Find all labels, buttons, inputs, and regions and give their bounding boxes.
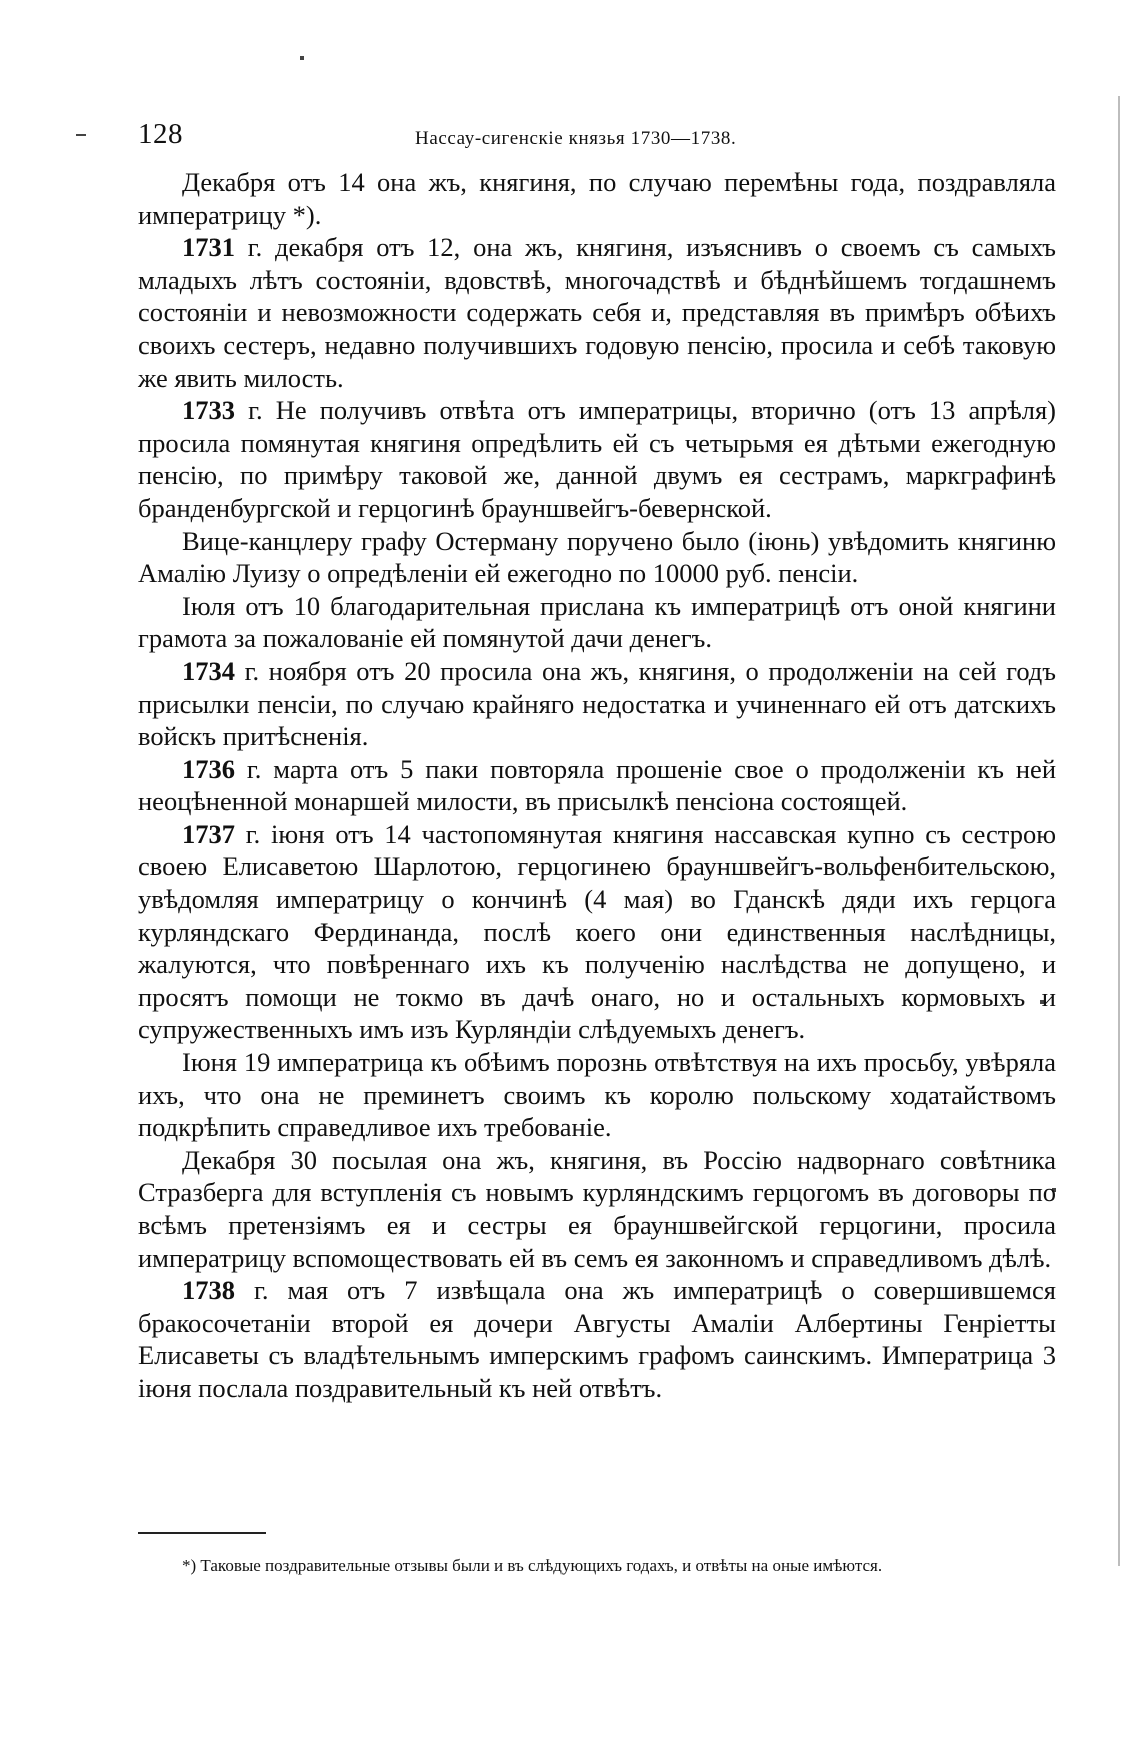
paragraph-text: г. Не получивъ отвѣта отъ императрицы, вторично (отъ 13 апрѣля) просила помянутая княгиня опредѣлить ей съ четырьмя ея дѣтьми ежегодную пенсію, по примѣру таковой же, данной двумъ ея сестрамъ, маркграфинѣ бранденбургской и герцогинѣ брауншвейгъ-бевернской.: [138, 395, 1056, 523]
paragraph-text: Декабря отъ 14 она жъ, княгиня, по случаю перемѣны года, поздравляла императрицу *).: [138, 167, 1056, 230]
paragraph-text: г. марта отъ 5 паки повторяла прошеніе свое о продолженіи къ ней неоцѣненной монаршей милости, въ присылкѣ пенсіона состоящей.: [138, 753, 1056, 817]
paragraph: [138, 231, 1056, 394]
paragraph-text: Іюня 19 императрица къ обѣимъ порознь отвѣтствуя на ихъ просьбу, увѣряла ихъ, что она не преминетъ своимъ къ королю польскому ходатайствомъ подкрѣпить справедливое ихъ требованіе.: [138, 1047, 1056, 1143]
paragraph-text: г. ноября отъ 20 просила она жъ, княгиня, о продолженіи на сей годъ присылки пенсіи, по случаю крайняго недостатка и учиненнаго ей отъ датскихъ войскъ притѣсненія.: [138, 655, 1056, 752]
paragraph-year: 1738: [182, 1275, 235, 1306]
paragraph-text: г. мая отъ 7 извѣщала она жъ императрицѣ о совершившемся бракосочетаніи второй ея дочери Августы Амаліи Албертины Генріетты Елисаветы съ владѣтельнымъ имперскимъ графомъ саинскимъ. Императрица 3 іюня послала поздравительный къ ней отвѣтъ.: [138, 1275, 1056, 1403]
paragraph: [138, 655, 1056, 753]
paragraph-text: Іюля отъ 10 благодарительная прислана къ императрицѣ отъ оной княгини грамота за пожалованіе ей помянутой дачи денегъ.: [138, 590, 1056, 654]
footnote: *) Таковые поздравительные отзывы были и въ слѣдующихъ годахъ, и отвѣты на оные имѣются.: [182, 1556, 883, 1575]
paragraph: [138, 1046, 1056, 1144]
paragraph: [138, 590, 1056, 655]
body-text: [138, 166, 1056, 1405]
paragraph: [138, 1274, 1056, 1404]
paragraph-year: 1734: [182, 655, 235, 686]
paragraph-year: 1733: [182, 395, 235, 426]
paragraph-text: Декабря 30 посылая она жъ, княгиня, въ Россію надворнаго совѣтника Стразберга для вступленія съ новымъ курляндскимъ герцогомъ въ договоры по всѣмъ претензіямъ ея и сестры ея брауншвейгской герцогини, просила императрицу вспомоществовать ей въ семъ ея законномъ и справедливомъ дѣлѣ.: [138, 1144, 1056, 1273]
stray-dash-left: [76, 134, 86, 136]
paragraph: [138, 753, 1056, 818]
paragraph: [138, 1144, 1056, 1274]
paragraph-year: 1731: [182, 232, 235, 263]
paragraph-text: г. декабря отъ 12, она жъ, княгиня, изъяснивъ о своемъ съ самыхъ младыхъ лѣтъ состояніи, вдовствѣ, многочадствѣ и бѣднѣйшемъ тогдашнемъ состояніи и невозможности содержать себя и, представляя въ примѣръ обѣихъ своихъ сестеръ, недавно получившихъ годовую пенсію, просила и себѣ таковую же явить милость.: [138, 232, 1056, 393]
paragraph: [138, 394, 1056, 524]
paragraph: [138, 166, 1056, 231]
paragraph-text: Вице-канцлеру графу Остерману поручено было (іюнь) увѣдомить княгиню Амалію Луизу о опредѣленіи ей ежегодно по 10000 руб. пенсіи.: [138, 525, 1056, 589]
paragraph-year: 1737: [182, 818, 235, 849]
paragraph-text: г. іюня отъ 14 частопомянутая княгиня нассавская купно съ сестрою своею Елисаветою Шарлотою, герцогинею брауншвейгъ-вольфенбительскою, увѣдомляя императрицу о кончинѣ (4 мая) во Гданскѣ дяди ихъ герцога курляндскаго Фердинанда, послѣ коего они единственныя наслѣдницы, жалуются, что повѣреннаго ихъ къ полученію наслѣдства не допущено, и просятъ помощи не токмо въ дачѣ онаго, но и остальныхъ кормовыхъ и супружественныхъ имъ изъ Курляндіи слѣдуемыхъ денегъ.: [138, 818, 1056, 1045]
page-edge-line: [1118, 96, 1120, 1566]
paragraph: [138, 818, 1056, 1046]
footnote-rule: [138, 1532, 266, 1534]
paragraph-year: 1736: [182, 753, 235, 784]
paragraph: [138, 525, 1056, 590]
running-head: Нассау-сигенскіе князья 1730—1738.: [415, 128, 737, 149]
stray-dot-top: [300, 56, 304, 60]
page-number: 128: [138, 118, 183, 150]
